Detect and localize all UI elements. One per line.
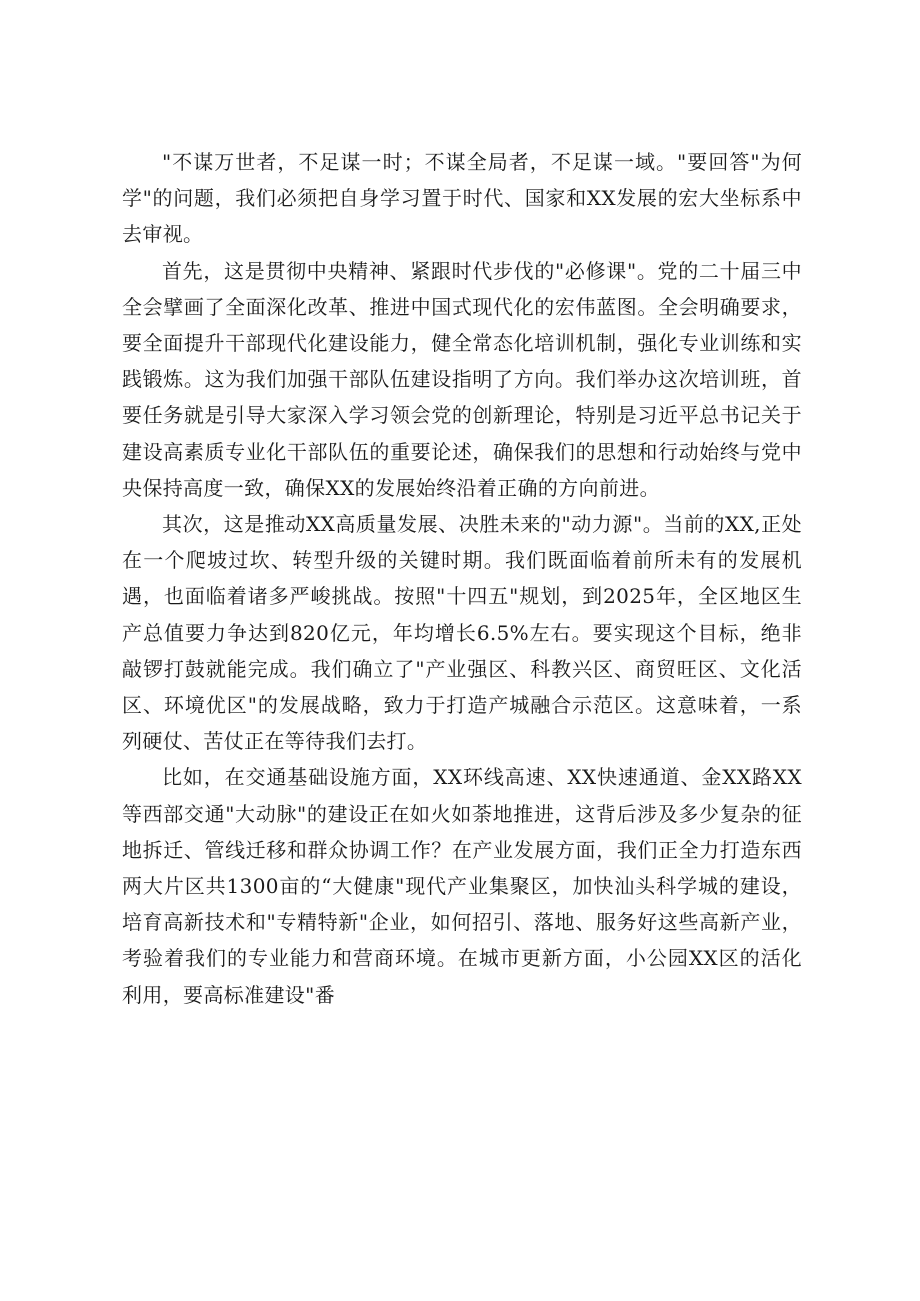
document-body (122, 144, 802, 1013)
paragraph-first: 首先，这是贯彻中央精神、紧跟时代步伐的"必修课"。党的二十届三中全会擘画了全面深化改革、推进中国式现代化的宏伟蓝图。全会明确要求，要全面提升干部现代化建设能力，健全常态化培训机制，强化专业训练和实践锻炼。这为我们加强干部队伍建设指明了方向。我们举办这次培训班，首要任务就是引导大家深入学习领会党的创新理论，特别是习近平总书记关于建设高素质专业化干部队伍的重要论述，确保我们的思想和行动始终与党中央保持高度一致，确保XX的发展始终沿着正确的方向前进。 (122, 258, 802, 500)
paragraph-second: 其次，这是推动XX高质量发展、决胜未来的"动力源"。当前的XX,正处在一个爬坡过坎、转型升级的关键时期。我们既面临着前所未有的发展机遇，也面临着诸多严峻挑战。按照"十四五"规划，到2025年，全区地区生产总值要力争达到820亿元，年均增长6.5%左右。要实现这个目标，绝非敲锣打鼓就能完成。我们确立了"产业强区、科教兴区、商贸旺区、文化活区、环境优区"的发展战略，致力于打造产城融合示范区。这意味着，一系列硬仗、苦仗正在等待我们去打。 (122, 512, 802, 754)
paragraph-quote: "不谋万世者，不足谋一时；不谋全局者，不足谋一域。"要回答"为何学"的问题，我们必须把自身学习置于时代、国家和XX发展的宏大坐标系中去审视。 (122, 150, 802, 247)
paragraph-example: 比如，在交通基础设施方面，XX环线高速、XX快速通道、金XX路XX等西部交通"大动脉"的建设正在如火如荼地推进，这背后涉及多少复杂的征地拆迁、管线迁移和群众协调工作？在产业发展方面，我们正全力打造东西两大片区共1300亩的“大健康"现代产业集聚区，加快汕头科学城的建设，培育高新技术和"专精特新"企业，如何招引、落地、服务好这些高新产业，考验着我们的专业能力和营商环境。在城市更新方面，小公园XX区的活化利用，要高标准建设"番 (122, 765, 802, 1007)
